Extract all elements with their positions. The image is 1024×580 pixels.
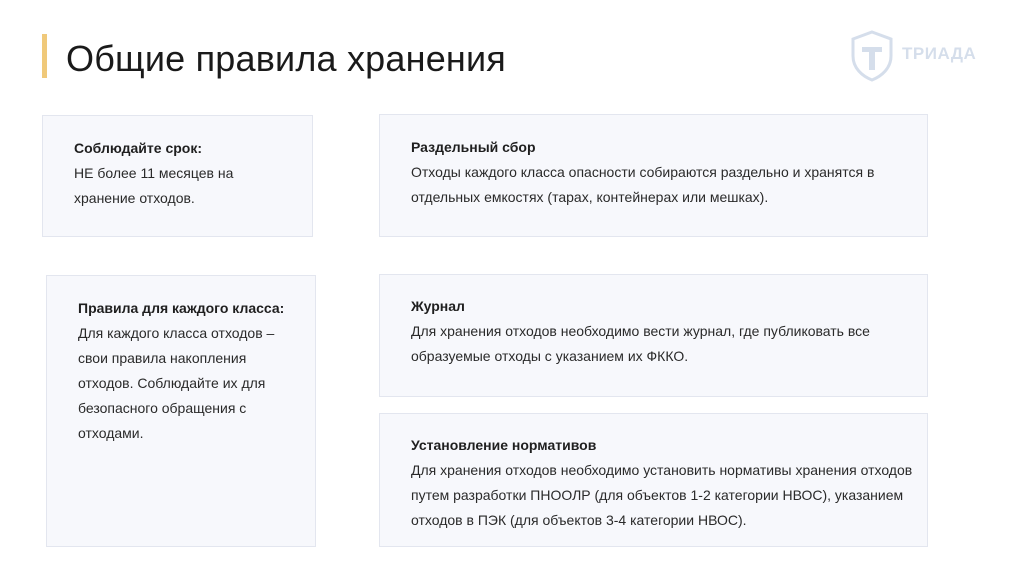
card-norms [379,413,928,547]
card-heading: Установление нормативов [411,437,597,453]
card-heading: Соблюдайте срок: [74,140,202,156]
card-class-rules [46,275,316,547]
card-heading: Правила для каждого класса: [78,300,285,316]
card-heading: Журнал [411,298,465,314]
page-title: Общие правила хранения [66,38,507,79]
card-journal [379,274,928,397]
brand-logo [850,30,1000,82]
card-text: Для хранения отходов необходимо вести журнал, где публиковать все образуемые отходы с указанием их ФККО. [411,323,870,364]
card-text: НЕ более 11 месяцев на хранение отходов. [74,165,234,206]
card-text: Для каждого класса отходов – свои правила накопления отходов. Соблюдайте их для безопасного обращения с отходами. [78,325,275,441]
shield-t-logo-icon [850,30,894,82]
title-accent-bar [42,34,47,78]
card-storage-term [42,115,313,237]
card-text: Для хранения отходов необходимо установить нормативы хранения отходов путем разработки ПНООЛР (для объектов 1-2 категории НВОС), указанием отходов в ПЭК (для объектов 3-4 категории НВОС). [411,462,913,528]
card-separate-collection [379,114,928,237]
card-heading: Раздельный сбор [411,139,536,155]
card-text: Отходы каждого класса опасности собираются раздельно и хранятся в отдельных емкостях (тарах, контейнерах или мешках). [411,164,875,205]
brand-name: ТРИАДА [902,44,977,63]
